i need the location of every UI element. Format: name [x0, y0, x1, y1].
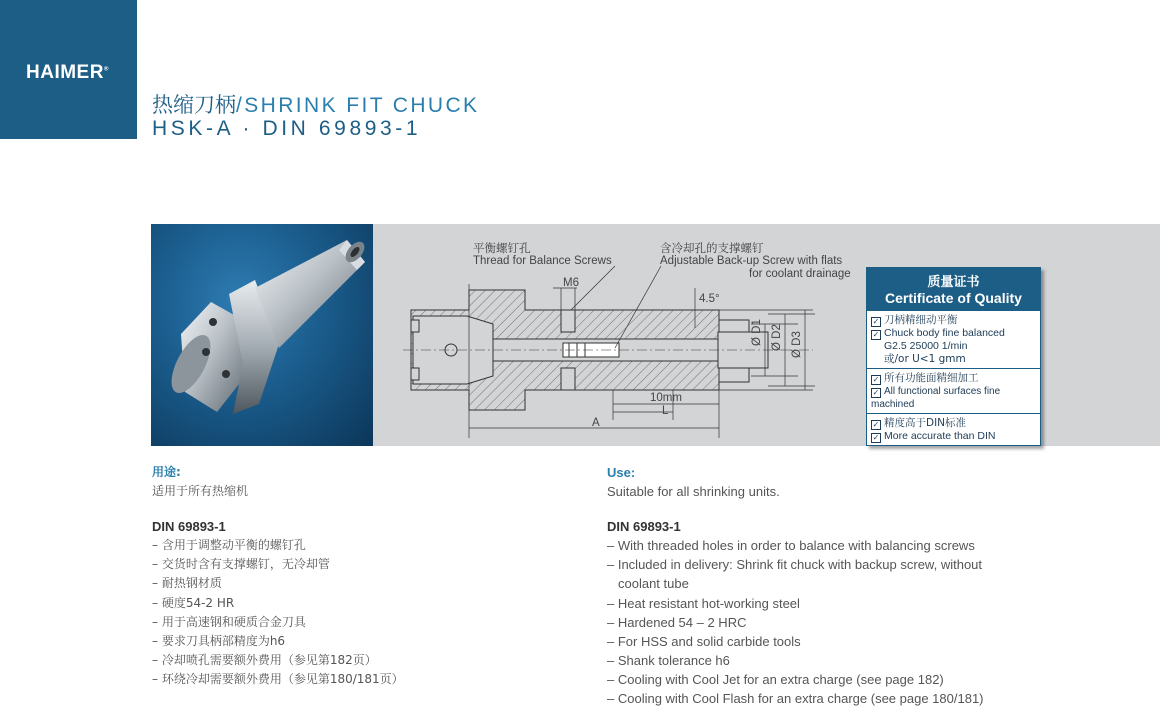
use-text-cn: 适用于所有热缩机 [152, 484, 249, 499]
checkbox-icon: ✓ [872, 375, 880, 384]
certificate-section-accuracy: ✓ 精度高于DIN标准 ✓ More accurate than DIN [867, 413, 1040, 445]
technical-drawing [373, 224, 1160, 446]
backup-label-en2: for coolant drainage [749, 268, 851, 280]
list-item: – 用于高速钢和硬质合金刀具 [152, 613, 572, 632]
list-item: – Cooling with Cool Flash for an extra charge (see page 180/181) [607, 689, 987, 708]
list-item: – 硬度54-2 HR [152, 594, 572, 613]
list-item: – Included in delivery: Shrink fit chuck with backup screw, without coolant tube [607, 555, 987, 593]
checkbox-icon: ✓ [872, 388, 880, 397]
product-photo [151, 224, 373, 446]
feature-list-cn [152, 536, 572, 689]
m6-label: M6 [563, 277, 579, 289]
use-text-en: Suitable for all shrinking units. [607, 484, 780, 500]
list-item: – Hardened 54 – 2 HRC [607, 613, 987, 632]
list-item: – Shank tolerance h6 [607, 651, 987, 670]
list-item: – 交货时含有支撑螺钉，无冷却管 [152, 555, 572, 574]
balance-label-en: Thread for Balance Screws [473, 255, 612, 267]
d2-label: Ø D2 [771, 324, 783, 351]
brand-logo-block [0, 0, 137, 139]
din-heading-cn: DIN 69893-1 [152, 519, 226, 535]
description-en [607, 463, 1027, 708]
checkbox-icon: ✓ [872, 420, 880, 429]
dim-10mm: 10mm [650, 392, 682, 404]
checkbox-icon: ✓ [872, 317, 880, 326]
page-title: 热缩刀柄/SHRINK FIT CHUCK [152, 93, 480, 117]
list-item: – 含用于调整动平衡的螺钉孔 [152, 536, 572, 555]
list-item: – With threaded holes in order to balance with balancing screws [607, 536, 987, 555]
description-cn [152, 463, 572, 689]
dim-a: A [592, 417, 600, 429]
use-heading-cn: 用途: [152, 465, 181, 479]
dim-l: L [662, 405, 669, 417]
list-item: – Cooling with Cool Jet for an extra charge (see page 182) [607, 670, 987, 689]
feature-list-en [607, 536, 987, 708]
angle-label: 4.5° [699, 293, 720, 305]
d3-label: Ø D3 [791, 331, 803, 358]
backup-label-en1: Adjustable Back-up Screw with flats [660, 255, 843, 267]
checkbox-icon: ✓ [872, 330, 880, 339]
list-item: – 冷却喷孔需要额外费用（参见第182页） [152, 651, 572, 670]
din-heading-en: DIN 69893-1 [607, 519, 681, 535]
checkbox-icon: ✓ [872, 433, 880, 442]
list-item: – 环绕冷却需要额外费用（参见第180/181页） [152, 670, 572, 689]
d1-label: Ø D1 [751, 319, 763, 346]
backup-label-cn: 含冷却孔的支撑螺钉 [660, 243, 764, 255]
list-item: – For HSS and solid carbide tools [607, 632, 987, 651]
list-item: – 要求刀具柄部精度为h6 [152, 632, 572, 651]
use-heading-en: Use: [607, 465, 636, 480]
certificate-section-machined: ✓ 所有功能面精细加工 ✓ All functional surfaces fine machined [867, 368, 1040, 413]
list-item: – 耐热钢材质 [152, 574, 572, 593]
quality-certificate [866, 267, 1041, 446]
certificate-section-balance: ✓ 刀柄精细动平衡 ✓ Chuck body fine balanced G2.5 25000 1/min 或/or U<1 gmm [867, 310, 1040, 368]
certificate-header: 质量证书 Certificate of Quality [867, 268, 1040, 310]
list-item: – Heat resistant hot-working steel [607, 594, 987, 613]
page-subtitle: HSK-A · DIN 69893-1 [152, 117, 422, 140]
brand-logo: HAIMER® [26, 62, 109, 83]
balance-label-cn: 平衡螺钉孔 [473, 243, 531, 255]
